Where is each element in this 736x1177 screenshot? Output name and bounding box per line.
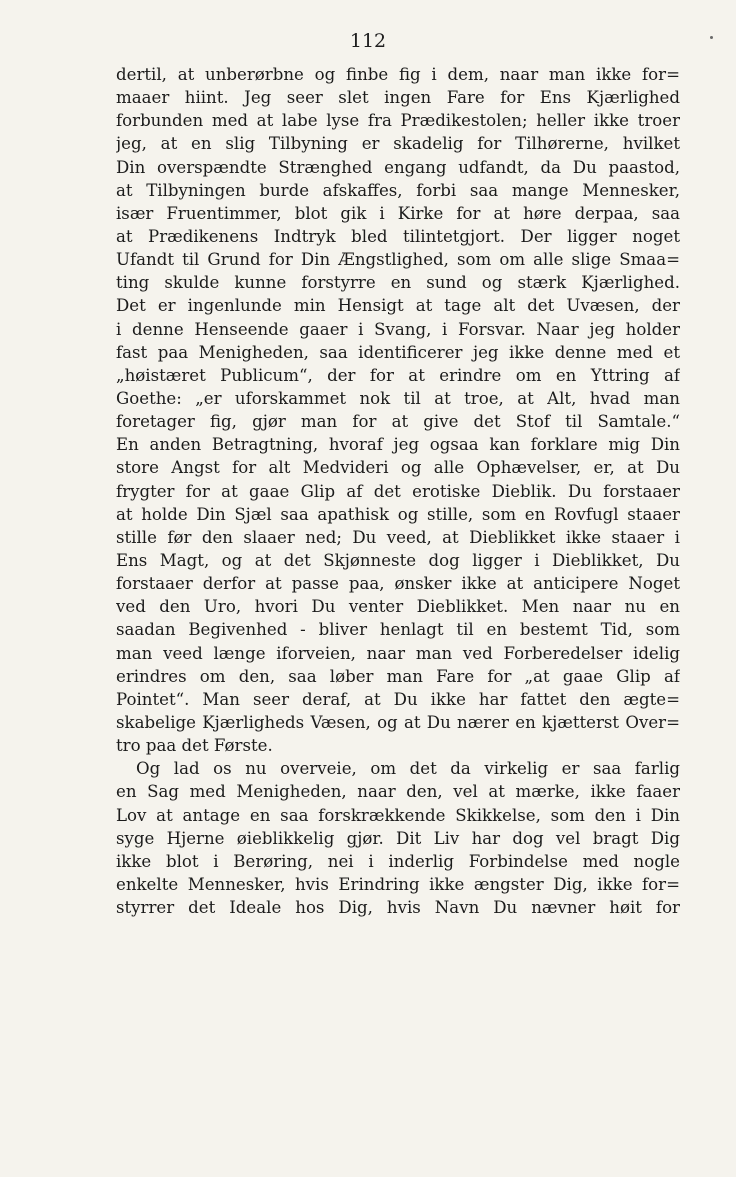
- text-line: styrrer det Ideale hos Dig, hvis Navn Du nævner høit for: [116, 898, 680, 918]
- text-line: jeg, at en slig Tilbyning er skadelig for Tilhørerne, hvilket: [116, 134, 680, 154]
- text-line: stille før den slaaer ned; Du veed, at Dieblikket ikke staaer i: [116, 527, 680, 547]
- text-line: en Sag med Menigheden, naar den, vel at mærke, ikke faaer: [116, 782, 680, 802]
- page-number: 112: [349, 30, 387, 52]
- text-line: fast paa Menigheden, saa identificerer jeg ikke denne med et: [116, 342, 680, 362]
- text-line: maaer hiint. Jeg seer slet ingen Fare for Ens Kjærlighed: [116, 88, 680, 108]
- text-line: syge Hjerne øieblikkelig gjør. Dit Liv har dog vel bragt Dig: [116, 828, 680, 848]
- text-line: Og lad os nu overveie, om det da virkelig er saa farlig: [136, 759, 680, 779]
- text-line: Ufandt til Grund for Din Ængstlighed, som om alle slige Smaa=: [116, 250, 680, 270]
- text-line: især Fruentimmer, blot gik i Kirke for at høre derpaa, saa: [116, 203, 680, 223]
- text-line: enkelte Mennesker, hvis Erindring ikke ængster Dig, ikke for=: [116, 874, 680, 894]
- text-line: at Prædikenens Indtryk bled tilintetgjort. Der ligger noget: [116, 226, 680, 246]
- text-line: i denne Henseende gaaer i Svang, i Forsvar. Naar jeg holder: [116, 319, 680, 339]
- text-line: frygter for at gaae Glip af det erotiske Dieblik. Du forstaaer: [116, 481, 680, 501]
- text-line: skabelige Kjærligheds Væsen, og at Du nærer en kjætterst Over=: [116, 712, 680, 732]
- text-line: at holde Din Sjæl saa apathisk og stille, som en Rovfugl staaer: [116, 504, 680, 524]
- text-line: erindres om den, saa løber man Fare for „at gaae Glip af: [116, 666, 680, 686]
- text-line: Goethe: „er uforskammet nok til at troe, at Alt, hvad man: [116, 388, 680, 408]
- text-line: store Angst for alt Medvideri og alle Ophævelser, er, at Du: [116, 458, 680, 478]
- text-line: man veed længe iforveien, naar man ved Forberedelser idelig: [116, 643, 680, 663]
- text-line: ting skulde kunne forstyrre en sund og stærk Kjærlighed.: [116, 273, 680, 293]
- page-mark: [710, 36, 713, 39]
- text-line: saadan Begivenhed - bliver henlagt til en bestemt Tid, som: [116, 620, 680, 640]
- text-line: forstaaer derfor at passe paa, ønsker ikke at anticipere Noget: [116, 574, 680, 594]
- text-line: Det er ingenlunde min Hensigt at tage alt det Uvæsen, der: [116, 296, 680, 316]
- text-line: En anden Betragtning, hvoraf jeg ogsaa kan forklare mig Din: [116, 435, 680, 455]
- text-line: Lov at antage en saa forskrækkende Skikkelse, som den i Din: [116, 805, 680, 825]
- text-line: „høistæret Publicum“, der for at erindre om en Yttring af: [116, 365, 680, 385]
- text-line: dertil, at unberørbne og finbe fig i dem, naar man ikke for=: [116, 65, 680, 84]
- text-line: foretager fig, gjør man for at give det Stof til Samtale.“: [116, 412, 680, 432]
- text-line: forbunden med at labe lyse fra Prædikestolen; heller ikke troer: [116, 111, 680, 131]
- text-line: ikke blot i Berøring, nei i inderlig Forbindelse med nogle: [116, 851, 680, 871]
- body-text: [116, 63, 680, 919]
- text-line: at Tilbyningen burde afskaffes, forbi saa mange Mennesker,: [116, 180, 680, 200]
- text-line: Din overspændte Strænghed engang udfandt, da Du paastod,: [116, 157, 680, 177]
- text-line: Pointet“. Man seer deraf, at Du ikke har fattet den ægte=: [116, 689, 680, 709]
- text-line: tro paa det Første.: [116, 736, 273, 756]
- text-line: Ens Magt, og at det Skjønneste dog ligger i Dieblikket, Du: [116, 550, 680, 570]
- text-line: ved den Uro, hvori Du venter Dieblikket. Men naar nu en: [116, 597, 680, 617]
